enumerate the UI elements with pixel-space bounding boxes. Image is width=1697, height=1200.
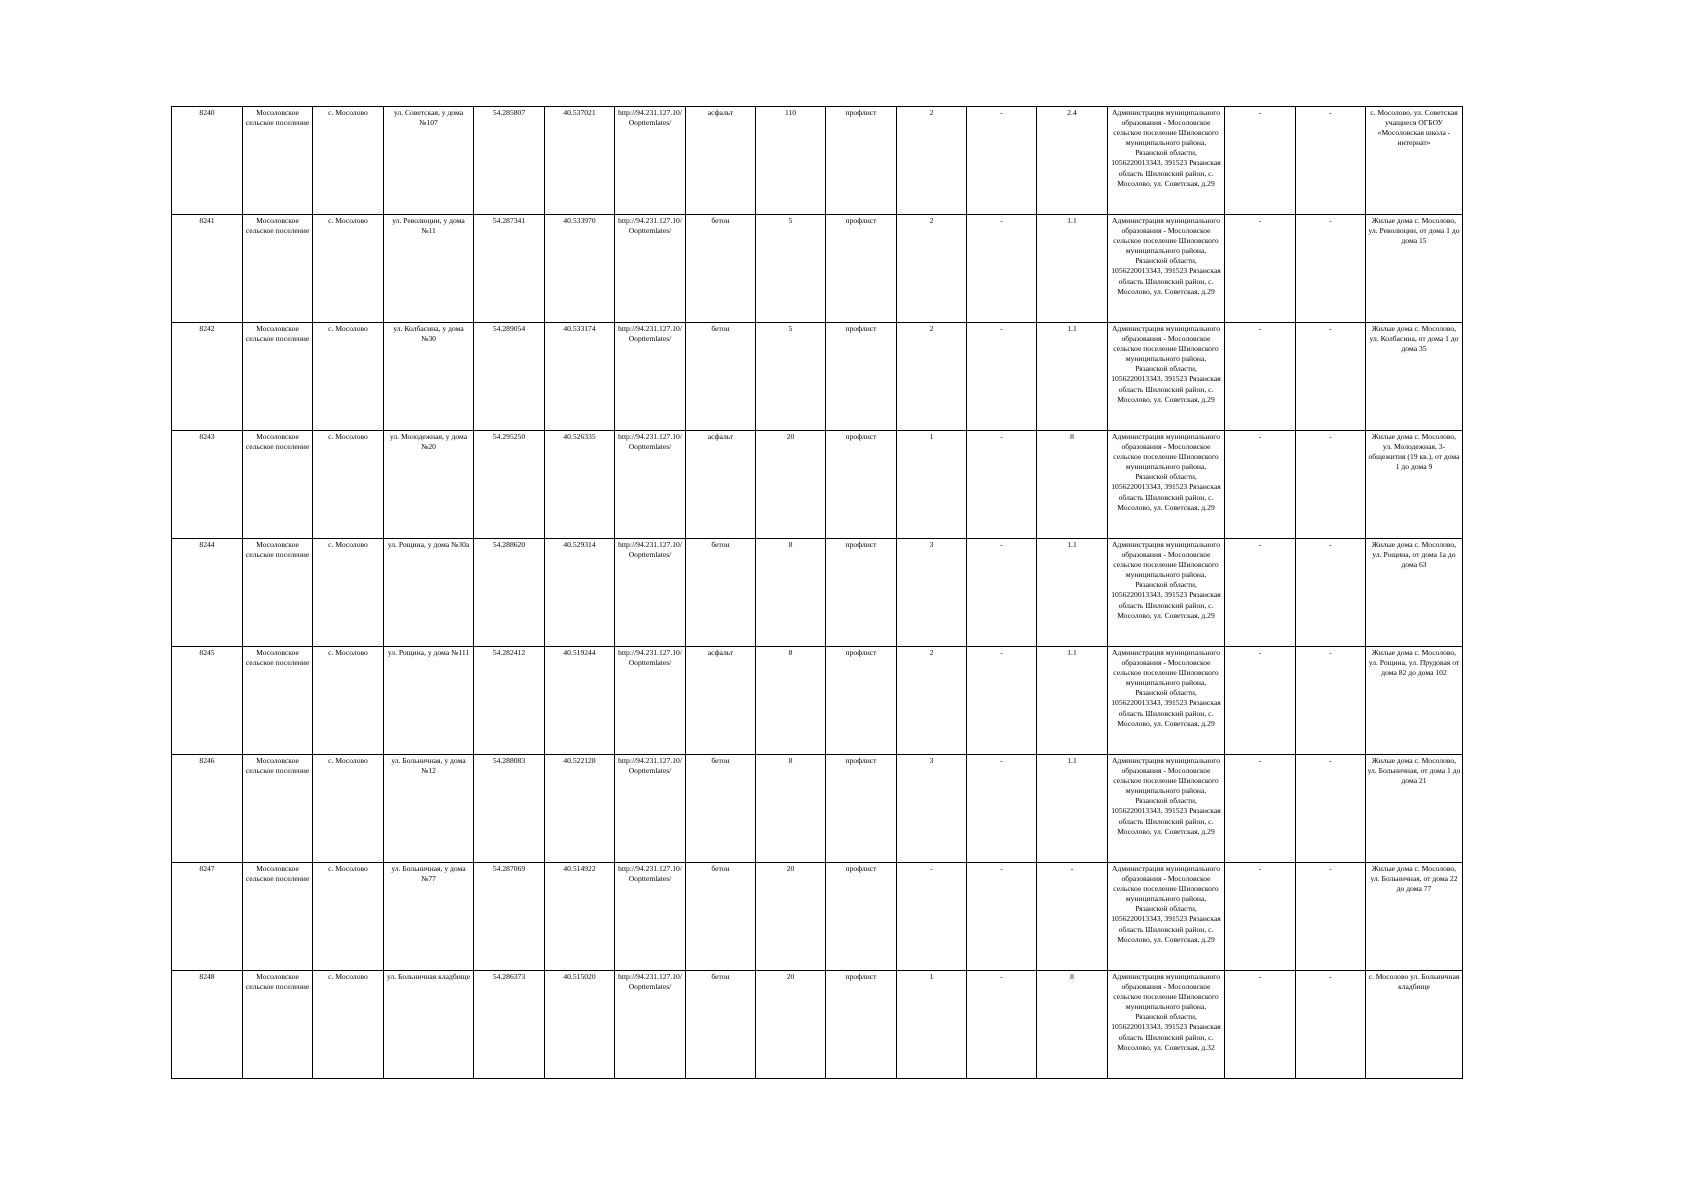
table-row — [172, 539, 1463, 647]
volume-cell: 1.1 — [1037, 647, 1108, 755]
volume-cell: 8 — [1037, 971, 1108, 1079]
extra-cell-2: - — [1296, 539, 1366, 647]
volume-cell: 8 — [1037, 431, 1108, 539]
settlement-cell: Мосоловское сельское поселение — [243, 971, 313, 1079]
area-cell: 20 — [756, 971, 826, 1079]
extra-cell-2: - — [1296, 215, 1366, 323]
base-cell: профлист — [826, 863, 897, 971]
area-cell: 8 — [756, 539, 826, 647]
containers-current-cell: 2 — [897, 215, 967, 323]
address-cell: ул. Больничная, у дома №12 — [384, 755, 474, 863]
waste-sources-cell: Жилые дома с. Мосолово, ул. Больничная, от дома 1 до дома 21 — [1366, 755, 1463, 863]
waste-sources-cell: Жилые дома с. Мосолово, ул. Рощина, от дома 1а до дома 63 — [1366, 539, 1463, 647]
owner-cell: Администрация муниципального образования - Мосоловское сельское поселение Шиловского муниципального района, Рязанской области, 1056220013343, 391523 Рязанская область Шиловский район, с. Мосолово, ул. Советская, д.29 — [1108, 755, 1225, 863]
row-number-cell: 8245 — [172, 647, 243, 755]
surface-cell: асфальт — [686, 647, 756, 755]
settlement-cell: Мосоловское сельское поселение — [243, 431, 313, 539]
longitude-cell: 40.514922 — [545, 863, 615, 971]
address-cell: ул. Молодежная, у дома №20 — [384, 431, 474, 539]
waste-sources-cell: с. Мосолово, ул. Советская учащиеся ОГБОУ «Мосоловская школа - интернат» — [1366, 107, 1463, 215]
base-cell: профлист — [826, 431, 897, 539]
area-cell: 20 — [756, 863, 826, 971]
longitude-cell: 40.529314 — [545, 539, 615, 647]
latitude-cell: 54.287069 — [474, 863, 545, 971]
area-cell: 8 — [756, 755, 826, 863]
containers-current-cell: 3 — [897, 755, 967, 863]
longitude-cell: 40.533174 — [545, 323, 615, 431]
table-row — [172, 323, 1463, 431]
row-number-cell: 8242 — [172, 323, 243, 431]
village-cell: с. Мосолово — [313, 647, 384, 755]
row-number-cell: 8244 — [172, 539, 243, 647]
containers-planned-cell: - — [967, 755, 1037, 863]
row-number-cell: 8243 — [172, 431, 243, 539]
volume-cell: 1.1 — [1037, 323, 1108, 431]
longitude-cell: 40.526335 — [545, 431, 615, 539]
map-link-cell[interactable]: http://94.231.127.10/Oopttemlates/ — [615, 863, 686, 971]
containers-current-cell: 1 — [897, 431, 967, 539]
volume-cell: 1.1 — [1037, 539, 1108, 647]
row-number-cell: 8240 — [172, 107, 243, 215]
map-link-cell[interactable]: http://94.231.127.10/Oopttemlates/ — [615, 971, 686, 1079]
settlement-cell: Мосоловское сельское поселение — [243, 323, 313, 431]
owner-cell: Администрация муниципального образования - Мосоловское сельское поселение Шиловского муниципального района, Рязанской области, 1056220013343, 391523 Рязанская область Шиловский район, с. Мосолово, ул. Советская, д.29 — [1108, 215, 1225, 323]
address-cell: ул. Колбасина, у дома №30 — [384, 323, 474, 431]
surface-cell: бетон — [686, 215, 756, 323]
extra-cell-2: - — [1296, 755, 1366, 863]
longitude-cell: 40.515020 — [545, 971, 615, 1079]
latitude-cell: 54.295250 — [474, 431, 545, 539]
latitude-cell: 54.288083 — [474, 755, 545, 863]
containers-planned-cell: - — [967, 107, 1037, 215]
village-cell: с. Мосолово — [313, 107, 384, 215]
containers-current-cell: 2 — [897, 323, 967, 431]
map-link-cell[interactable]: http://94.231.127.10/Oopttemlates/ — [615, 323, 686, 431]
containers-planned-cell: - — [967, 971, 1037, 1079]
extra-cell-1: - — [1225, 539, 1296, 647]
surface-cell: бетон — [686, 971, 756, 1079]
extra-cell-2: - — [1296, 107, 1366, 215]
containers-current-cell: 3 — [897, 539, 967, 647]
village-cell: с. Мосолово — [313, 755, 384, 863]
area-cell: 8 — [756, 647, 826, 755]
table-row — [172, 647, 1463, 755]
row-number-cell: 8241 — [172, 215, 243, 323]
extra-cell-1: - — [1225, 215, 1296, 323]
village-cell: с. Мосолово — [313, 215, 384, 323]
settlement-cell: Мосоловское сельское поселение — [243, 863, 313, 971]
table-body — [172, 107, 1463, 1079]
owner-cell: Администрация муниципального образования - Мосоловское сельское поселение Шиловского муниципального района, Рязанской области, 1056220013343, 391523 Рязанская область Шиловский район, с. Мосолово, ул. Советская, д.29 — [1108, 647, 1225, 755]
volume-cell: 1.1 — [1037, 215, 1108, 323]
table-row — [172, 863, 1463, 971]
map-link-cell[interactable]: http://94.231.127.10/Oopttemlates/ — [615, 755, 686, 863]
base-cell: профлист — [826, 755, 897, 863]
base-cell: профлист — [826, 215, 897, 323]
owner-cell: Администрация муниципального образования - Мосоловское сельское поселение Шиловского муниципального района, Рязанской области, 1056220013343, 391523 Рязанская область Шиловский район, с. Мосолово, ул. Советская, д.29 — [1108, 539, 1225, 647]
volume-cell: - — [1037, 863, 1108, 971]
table-row — [172, 215, 1463, 323]
extra-cell-2: - — [1296, 863, 1366, 971]
owner-cell: Администрация муниципального образования - Мосоловское сельское поселение Шиловского муниципального района, Рязанской области, 1056220013343, 391523 Рязанская область Шиловский район, с. Мосолово, ул. Советская, д.32 — [1108, 971, 1225, 1079]
waste-sources-cell: Жилые дома с. Мосолово, ул. Рощина, ул. Прудовая от дома 82 до дома 102 — [1366, 647, 1463, 755]
surface-cell: бетон — [686, 863, 756, 971]
containers-current-cell: 2 — [897, 107, 967, 215]
containers-planned-cell: - — [967, 863, 1037, 971]
map-link-cell[interactable]: http://94.231.127.10/Oopttemlates/ — [615, 539, 686, 647]
containers-current-cell: 1 — [897, 971, 967, 1079]
latitude-cell: 54.285807 — [474, 107, 545, 215]
area-cell: 110 — [756, 107, 826, 215]
map-link-cell[interactable]: http://94.231.127.10/Oopttemlates/ — [615, 431, 686, 539]
volume-cell: 1.1 — [1037, 755, 1108, 863]
owner-cell: Администрация муниципального образования - Мосоловское сельское поселение Шиловского муниципального района, Рязанской области, 1056220013343, 391523 Рязанская область Шиловский район, с. Мосолово, ул. Советская, д.29 — [1108, 323, 1225, 431]
extra-cell-1: - — [1225, 107, 1296, 215]
latitude-cell: 54.282412 — [474, 647, 545, 755]
address-cell: ул. Советская, у дома №107 — [384, 107, 474, 215]
extra-cell-1: - — [1225, 647, 1296, 755]
settlement-cell: Мосоловское сельское поселение — [243, 647, 313, 755]
settlement-cell: Мосоловское сельское поселение — [243, 107, 313, 215]
table-row — [172, 431, 1463, 539]
containers-planned-cell: - — [967, 215, 1037, 323]
address-cell: ул. Больничная кладбище — [384, 971, 474, 1079]
settlement-cell: Мосоловское сельское поселение — [243, 539, 313, 647]
table-row — [172, 971, 1463, 1079]
latitude-cell: 54.288620 — [474, 539, 545, 647]
village-cell: с. Мосолово — [313, 323, 384, 431]
area-cell: 5 — [756, 323, 826, 431]
containers-planned-cell: - — [967, 539, 1037, 647]
area-cell: 20 — [756, 431, 826, 539]
settlement-cell: Мосоловское сельское поселение — [243, 755, 313, 863]
village-cell: с. Мосолово — [313, 431, 384, 539]
address-cell: ул. Рощина, у дома №111 — [384, 647, 474, 755]
map-link-cell[interactable]: http://94.231.127.10/Oopttemlates/ — [615, 107, 686, 215]
containers-current-cell: 2 — [897, 647, 967, 755]
base-cell: профлист — [826, 647, 897, 755]
address-cell: ул. Революции, у дома №11 — [384, 215, 474, 323]
waste-sources-cell: Жилые дома с. Мосолово, ул. Молодежная, 3-общежития (19 кв.), от дома 1 до дома 9 — [1366, 431, 1463, 539]
containers-planned-cell: - — [967, 323, 1037, 431]
table-row — [172, 755, 1463, 863]
extra-cell-2: - — [1296, 323, 1366, 431]
table-row — [172, 107, 1463, 215]
volume-cell: 2.4 — [1037, 107, 1108, 215]
containers-planned-cell: - — [967, 431, 1037, 539]
latitude-cell: 54.289054 — [474, 323, 545, 431]
village-cell: с. Мосолово — [313, 863, 384, 971]
surface-cell: асфальт — [686, 431, 756, 539]
base-cell: профлист — [826, 107, 897, 215]
extra-cell-1: - — [1225, 323, 1296, 431]
map-link-cell[interactable]: http://94.231.127.10/Oopttemlates/ — [615, 215, 686, 323]
area-cell: 5 — [756, 215, 826, 323]
surface-cell: бетон — [686, 755, 756, 863]
longitude-cell: 40.537021 — [545, 107, 615, 215]
address-cell: ул. Рощина, у дома №30а — [384, 539, 474, 647]
waste-sources-cell: Жилые дома с. Мосолово, ул. Революции, от дома 1 до дома 15 — [1366, 215, 1463, 323]
extra-cell-2: - — [1296, 647, 1366, 755]
extra-cell-1: - — [1225, 971, 1296, 1079]
row-number-cell: 8248 — [172, 971, 243, 1079]
latitude-cell: 54.287341 — [474, 215, 545, 323]
containers-current-cell: - — [897, 863, 967, 971]
base-cell: профлист — [826, 539, 897, 647]
longitude-cell: 40.519244 — [545, 647, 615, 755]
village-cell: с. Мосолово — [313, 971, 384, 1079]
surface-cell: бетон — [686, 539, 756, 647]
owner-cell: Администрация муниципального образования - Мосоловское сельское поселение Шиловского муниципального района, Рязанской области, 1056220013343, 391523 Рязанская область Шиловский район, с. Мосолово, ул. Советская, д.29 — [1108, 863, 1225, 971]
owner-cell: Администрация муниципального образования - Мосоловское сельское поселение Шиловского муниципального района, Рязанской области, 1056220013343, 391523 Рязанская область Шиловский район, с. Мосолово, ул. Советская, д.29 — [1108, 431, 1225, 539]
waste-sources-cell: с. Мосолово ул. Больничная кладбище — [1366, 971, 1463, 1079]
base-cell: профлист — [826, 323, 897, 431]
extra-cell-1: - — [1225, 863, 1296, 971]
surface-cell: асфальт — [686, 107, 756, 215]
settlement-cell: Мосоловское сельское поселение — [243, 215, 313, 323]
row-number-cell: 8246 — [172, 755, 243, 863]
latitude-cell: 54.286373 — [474, 971, 545, 1079]
containers-planned-cell: - — [967, 647, 1037, 755]
longitude-cell: 40.522128 — [545, 755, 615, 863]
owner-cell: Администрация муниципального образования - Мосоловское сельское поселение Шиловского муниципального района, Рязанской области, 1056220013343, 391523 Рязанская область Шиловский район, с. Мосолово, ул. Советская, д.29 — [1108, 107, 1225, 215]
extra-cell-2: - — [1296, 971, 1366, 1079]
waste-sites-table — [171, 106, 1463, 1079]
longitude-cell: 40.533970 — [545, 215, 615, 323]
row-number-cell: 8247 — [172, 863, 243, 971]
extra-cell-2: - — [1296, 431, 1366, 539]
map-link-cell[interactable]: http://94.231.127.10/Oopttemlates/ — [615, 647, 686, 755]
extra-cell-1: - — [1225, 755, 1296, 863]
surface-cell: бетон — [686, 323, 756, 431]
address-cell: ул. Больничная, у дома №77 — [384, 863, 474, 971]
waste-sources-cell: Жилые дома с. Мосолово, ул. Больничная, от дома 22 до дома 77 — [1366, 863, 1463, 971]
waste-sources-cell: Жилые дома с. Мосолово, ул. Колбасина, от дома 1 до дома 35 — [1366, 323, 1463, 431]
base-cell: профлист — [826, 971, 897, 1079]
village-cell: с. Мосолово — [313, 539, 384, 647]
extra-cell-1: - — [1225, 431, 1296, 539]
